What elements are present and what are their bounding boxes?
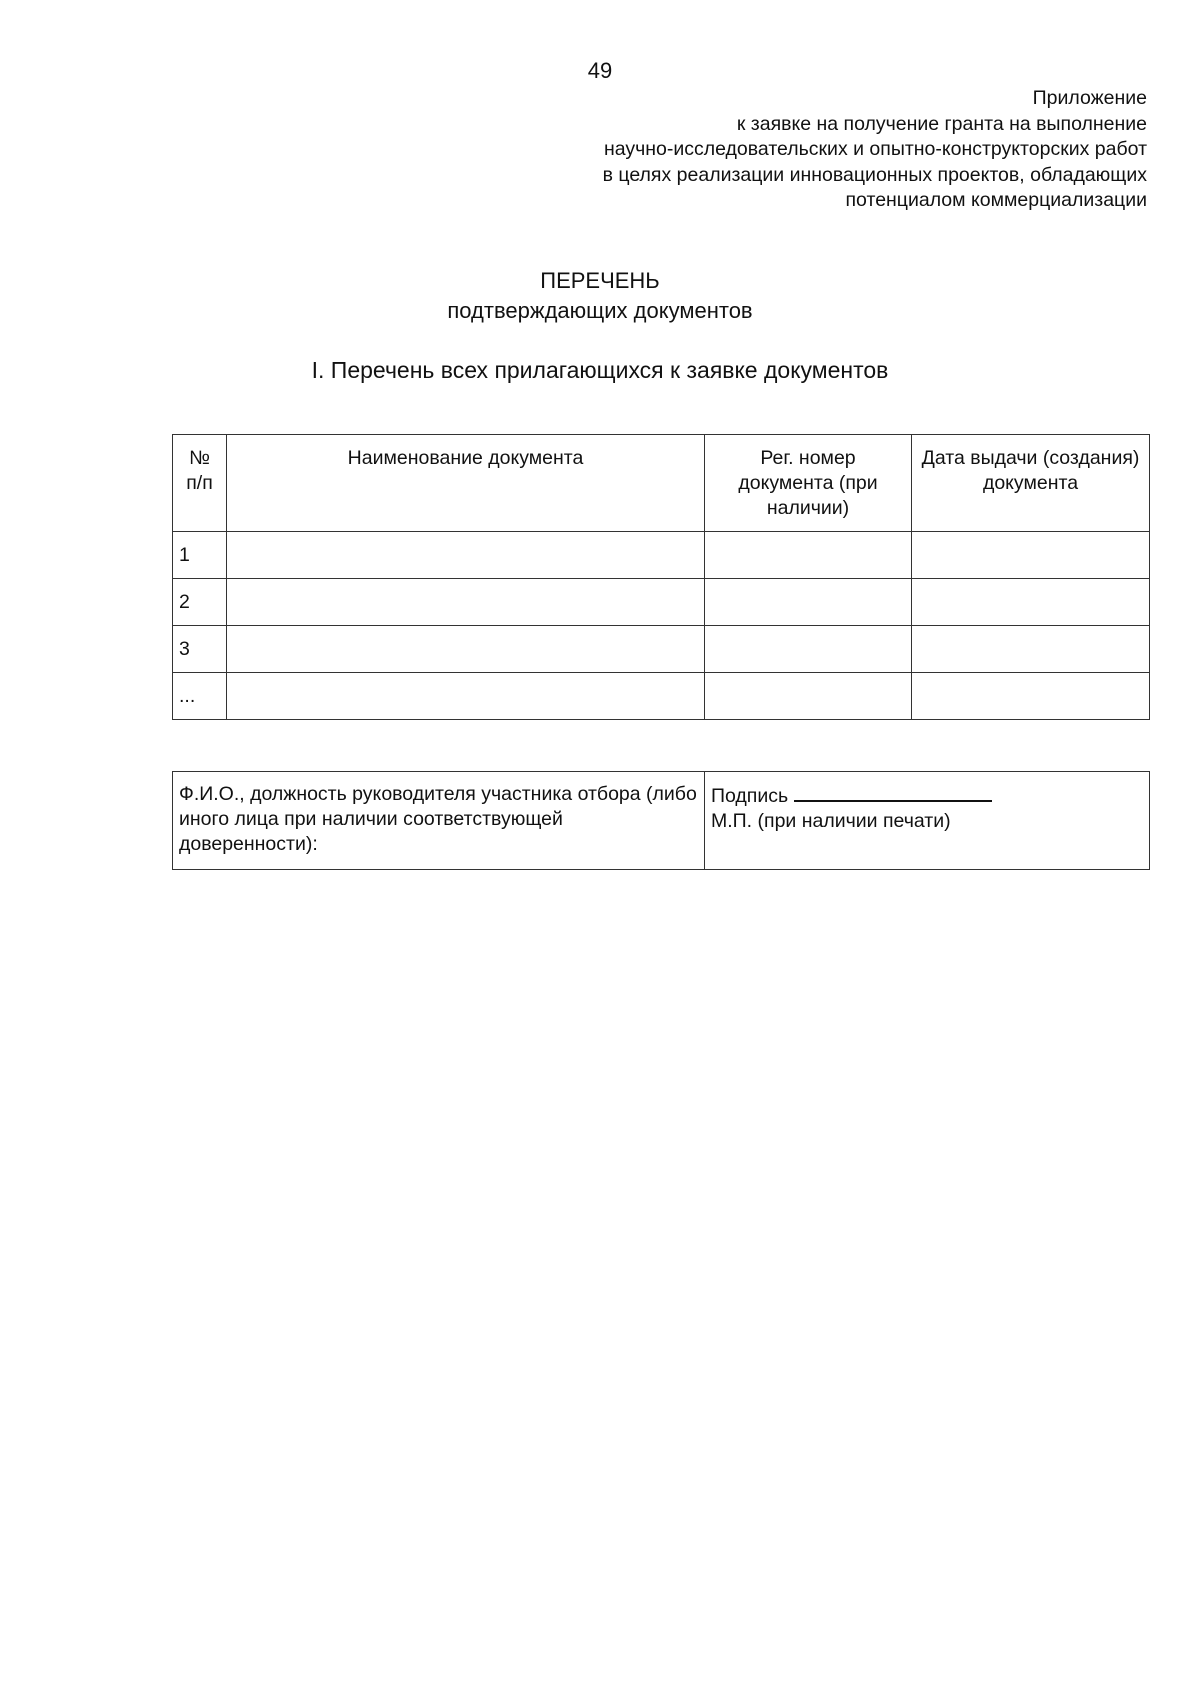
- document-name-cell[interactable]: [227, 532, 705, 579]
- appendix-line: Приложение: [1032, 87, 1147, 109]
- page-number: 49: [587, 58, 613, 83]
- document-name-cell[interactable]: [227, 579, 705, 626]
- table-header-row: [173, 435, 1150, 532]
- signature-row: [173, 772, 1150, 870]
- reg-number-cell[interactable]: [705, 626, 912, 673]
- documents-table: [172, 434, 1150, 720]
- table-row: [173, 532, 1150, 579]
- appendix-line: научно-исследовательских и опытно-конструкторских работ: [603, 138, 1147, 160]
- document-subtitle: подтверждающих документов: [447, 298, 753, 323]
- table-row: [173, 673, 1150, 720]
- column-header-reg-number: Рег. номер документа (при наличии): [705, 435, 912, 532]
- document-name-cell[interactable]: [227, 626, 705, 673]
- column-header-document-name: Наименование документа: [227, 435, 705, 532]
- document-name-cell[interactable]: [227, 673, 705, 720]
- appendix-line: к заявке на получение гранта на выполнение: [736, 112, 1147, 135]
- signature-table: [172, 771, 1150, 870]
- row-number-cell: 2: [173, 579, 227, 626]
- reg-number-cell[interactable]: [705, 579, 912, 626]
- column-header-issue-date: Дата выдачи (создания) документа: [912, 435, 1150, 532]
- signature-label: Подпись: [711, 785, 789, 807]
- issue-date-cell[interactable]: [912, 626, 1150, 673]
- signature-line-row: [711, 782, 1143, 809]
- issue-date-cell[interactable]: [912, 673, 1150, 720]
- seal-note: М.П. (при наличии печати): [711, 810, 951, 832]
- document-title: ПЕРЕЧЕНЬ: [540, 268, 660, 293]
- table-row: [173, 626, 1150, 673]
- signature-field-line[interactable]: [794, 782, 992, 802]
- column-header-number: № п/п: [173, 435, 227, 532]
- signatory-label: Ф.И.О., должность руководителя участника отбора (либо иного лица при наличии соответствующей доверенности):: [179, 783, 697, 855]
- row-number-cell: ...: [173, 673, 227, 720]
- issue-date-cell[interactable]: [912, 579, 1150, 626]
- issue-date-cell[interactable]: [912, 532, 1150, 579]
- row-number-cell: 1: [173, 532, 227, 579]
- row-number-cell: 3: [173, 626, 227, 673]
- section-heading: I. Перечень всех прилагающихся к заявке документов: [311, 357, 889, 383]
- appendix-line: в целях реализации инновационных проектов, обладающих: [602, 163, 1147, 186]
- appendix-block: [427, 86, 1147, 214]
- title-block: [0, 266, 1200, 326]
- signatory-name-cell[interactable]: [173, 772, 705, 870]
- reg-number-cell[interactable]: [705, 532, 912, 579]
- appendix-line: потенциалом коммерциализации: [845, 189, 1147, 211]
- table-row: [173, 579, 1150, 626]
- reg-number-cell[interactable]: [705, 673, 912, 720]
- signature-cell[interactable]: [705, 772, 1150, 870]
